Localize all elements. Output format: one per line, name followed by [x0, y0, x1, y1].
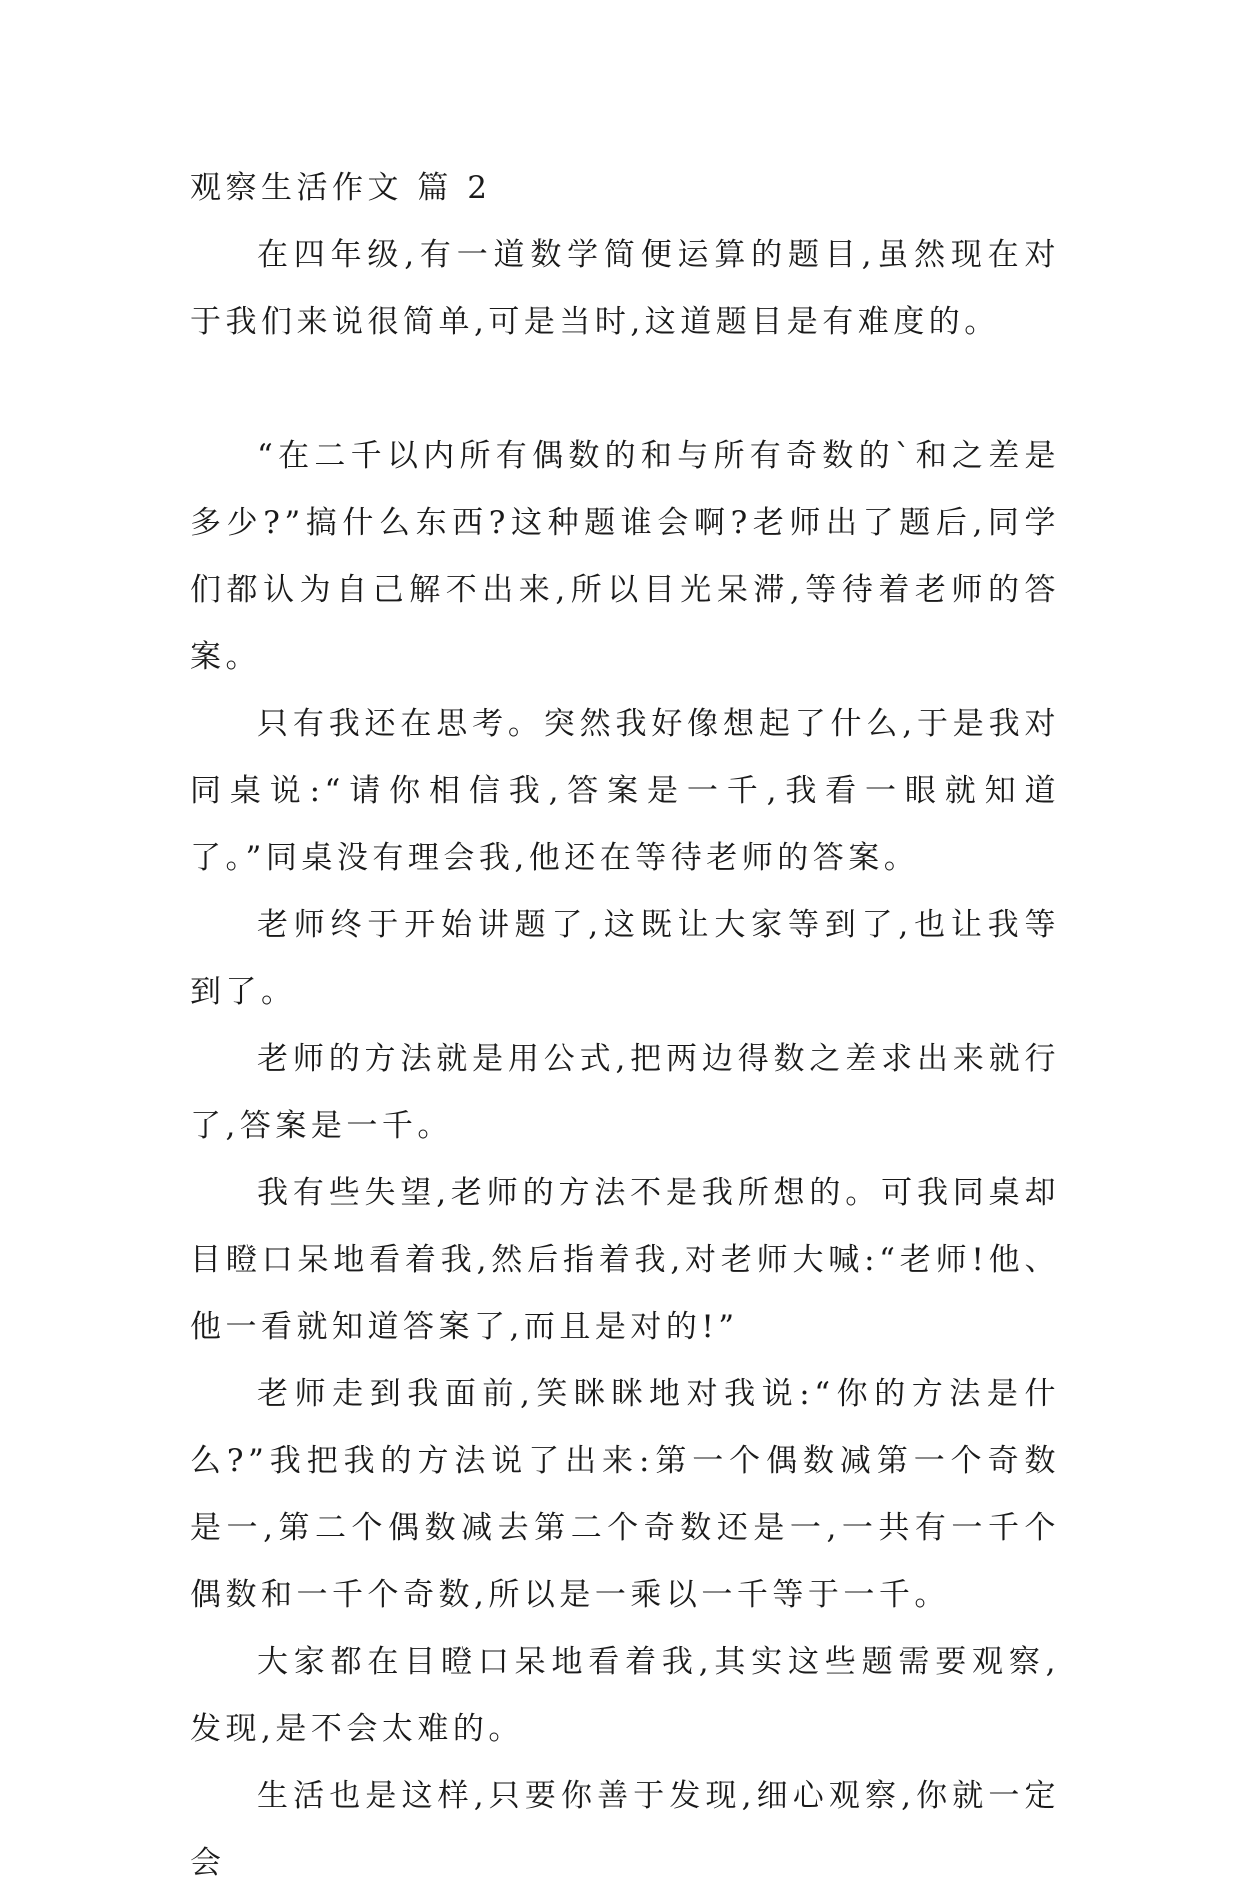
paragraph-4: 老师终于开始讲题了,这既让大家等到了,也让我等到了。: [190, 907, 1060, 1010]
paragraph-1: 在四年级,有一道数学简便运算的题目,虽然现在对于我们来说很简单,可是当时,这道题目是有难度的。: [190, 237, 1060, 340]
paragraph-6: 我有些失望,老师的方法不是我所想的。可我同桌却目瞪口呆地看着我,然后指着我,对老师大喊:“老师!他、他一看就知道答案了,而且是对的!”: [190, 1175, 1060, 1345]
paragraph-2: “在二千以内所有偶数的和与所有奇数的`和之差是多少?”搞什么东西?这种题谁会啊?老师出了题后,同学们都认为自己解不出来,所以目光呆滞,等待着老师的答案。: [190, 438, 1060, 675]
essay-title: 观察生活作文 篇 2: [190, 170, 492, 206]
paragraph-8: 大家都在目瞪口呆地看着我,其实这些题需要观察,发现,是不会太难的。: [190, 1644, 1060, 1747]
essay-body: [190, 155, 1060, 1897]
paragraph-5: 老师的方法就是用公式,把两边得数之差求出来就行了,答案是一千。: [190, 1041, 1060, 1144]
paragraph-7: 老师走到我面前,笑眯眯地对我说:“你的方法是什么?”我把我的方法说了出来:第一个偶数减第一个奇数是一,第二个偶数减去第二个奇数还是一,一共有一千个偶数和一千个奇数,所以是一乘以一千等于一千。: [190, 1376, 1060, 1613]
paragraph-3: 只有我还在思考。突然我好像想起了什么,于是我对同桌说:“请你相信我,答案是一千,我看一眼就知道了。”同桌没有理会我,他还在等待老师的答案。: [190, 706, 1060, 876]
paragraph-9: 生活也是这样,只要你善于发现,细心观察,你就一定会: [190, 1778, 1060, 1881]
paragraph-gap: [190, 356, 1060, 423]
